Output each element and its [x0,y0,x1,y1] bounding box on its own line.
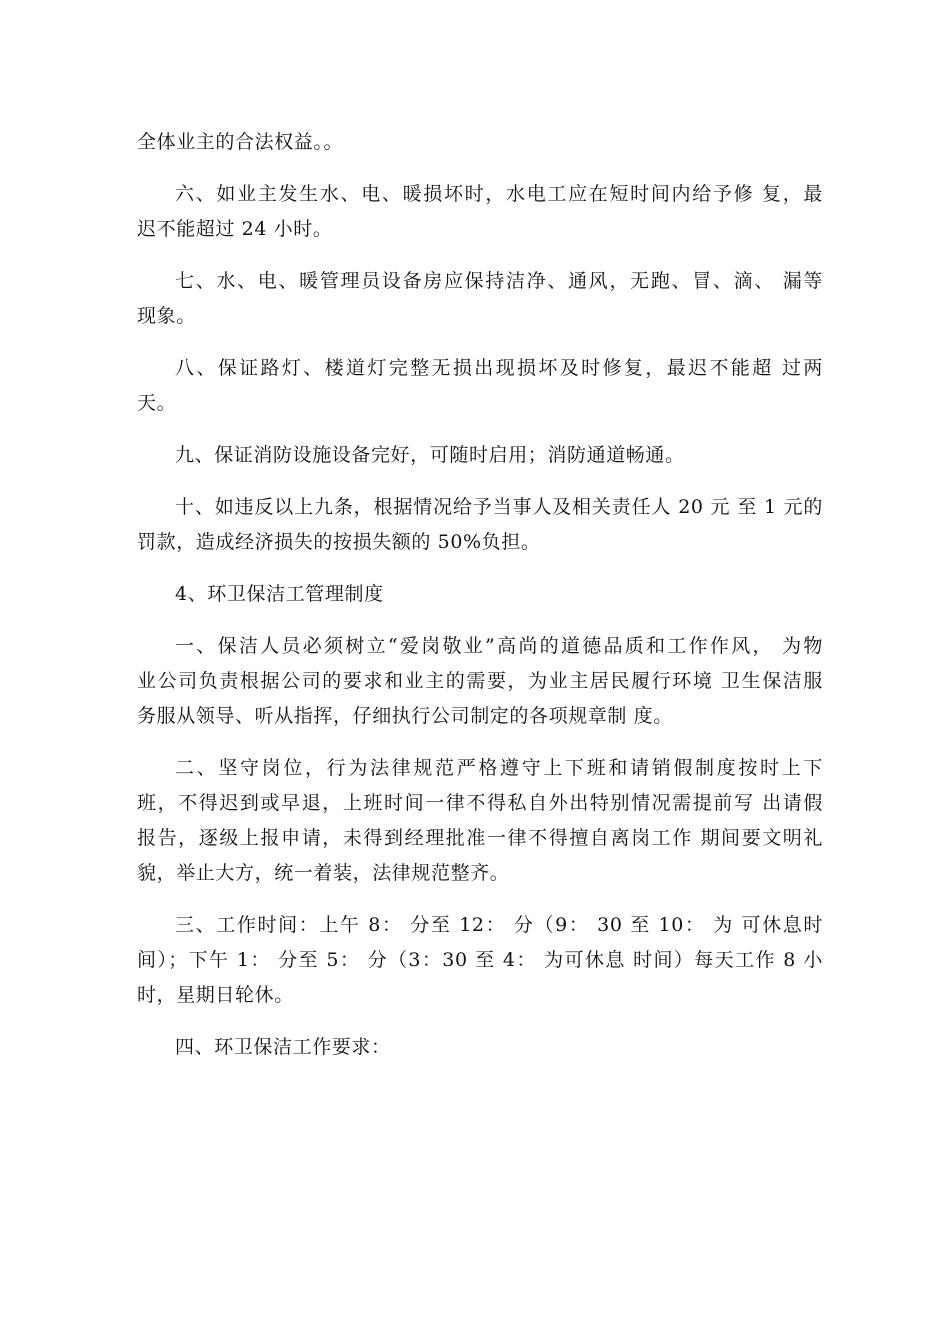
paragraph-line: 间）；下午 1： 分至 5： 分（3：30 至 4： 为可休息 时间）每天工作 8 小 [137,949,823,971]
paragraph-line: 报告，逐级上报申请，未得到经理批准一律不得擅自离岗工作 期间要文明礼 [137,827,823,849]
paragraph-line: 七、水、电、暖管理员设备房应保持洁净、通风，无跑、冒、滴、 漏等 [175,270,823,292]
paragraph-line: 三、工作时间：上午 8： 分至 12： 分（9： 30 至 10： 为 可休息时 [175,914,823,936]
paragraph-line: 貌，举止大方，统一着装，法律规范整齐。 [137,862,510,884]
paragraph-line: 天。 [137,392,177,414]
paragraph-line: 一、保洁人员必须树立“爱岗敬业”高尚的道德品质和工作作风， 为物 [175,635,823,657]
paragraph-line: 业公司负责根据公司的要求和业主的需要，为业主居民履行环境 卫生保洁服 [137,670,823,692]
paragraph-line: 现象。 [137,305,196,327]
paragraph-line: 二、坚守岗位，行为法律规范严格遵守上下班和请销假制度按时上下 [175,757,823,779]
paragraph-line: 八、保证路灯、楼道灯完整无损出现损坏及时修复，最迟不能超 过两 [175,357,823,379]
paragraph-line: 全体业主的合法权益。。 [137,131,344,153]
paragraph-line: 时，星期日轮休。 [137,984,294,1006]
paragraph-line: 班，不得迟到或早退，上班时间一律不得私自外出特别情况需提前写 出请假 [137,792,823,814]
document-body [137,125,823,1065]
paragraph-line: 罚款，造成经济损失的按损失额的 50%负担。 [137,531,541,553]
paragraph-line: 务服从领导、听从指挥，仔细执行公司制定的各项规章制 度。 [137,705,673,727]
section-heading: 4、环卫保洁工管理制度 [175,583,384,605]
paragraph-line: 十、如违反以上九条，根据情况给予当事人及相关责任人 20 元 至 1 元的 [175,496,823,518]
paragraph-line: 四、环卫保洁工作要求： [175,1036,391,1058]
paragraph-line: 六、如业主发生水、电、暖损坏时，水电工应在短时间内给予修 复，最 [175,183,823,205]
paragraph-line: 迟不能超过 24 小时。 [137,218,333,240]
paragraph-line: 九、保证消防设施设备完好，可随时启用；消防通道畅通。 [175,444,685,466]
